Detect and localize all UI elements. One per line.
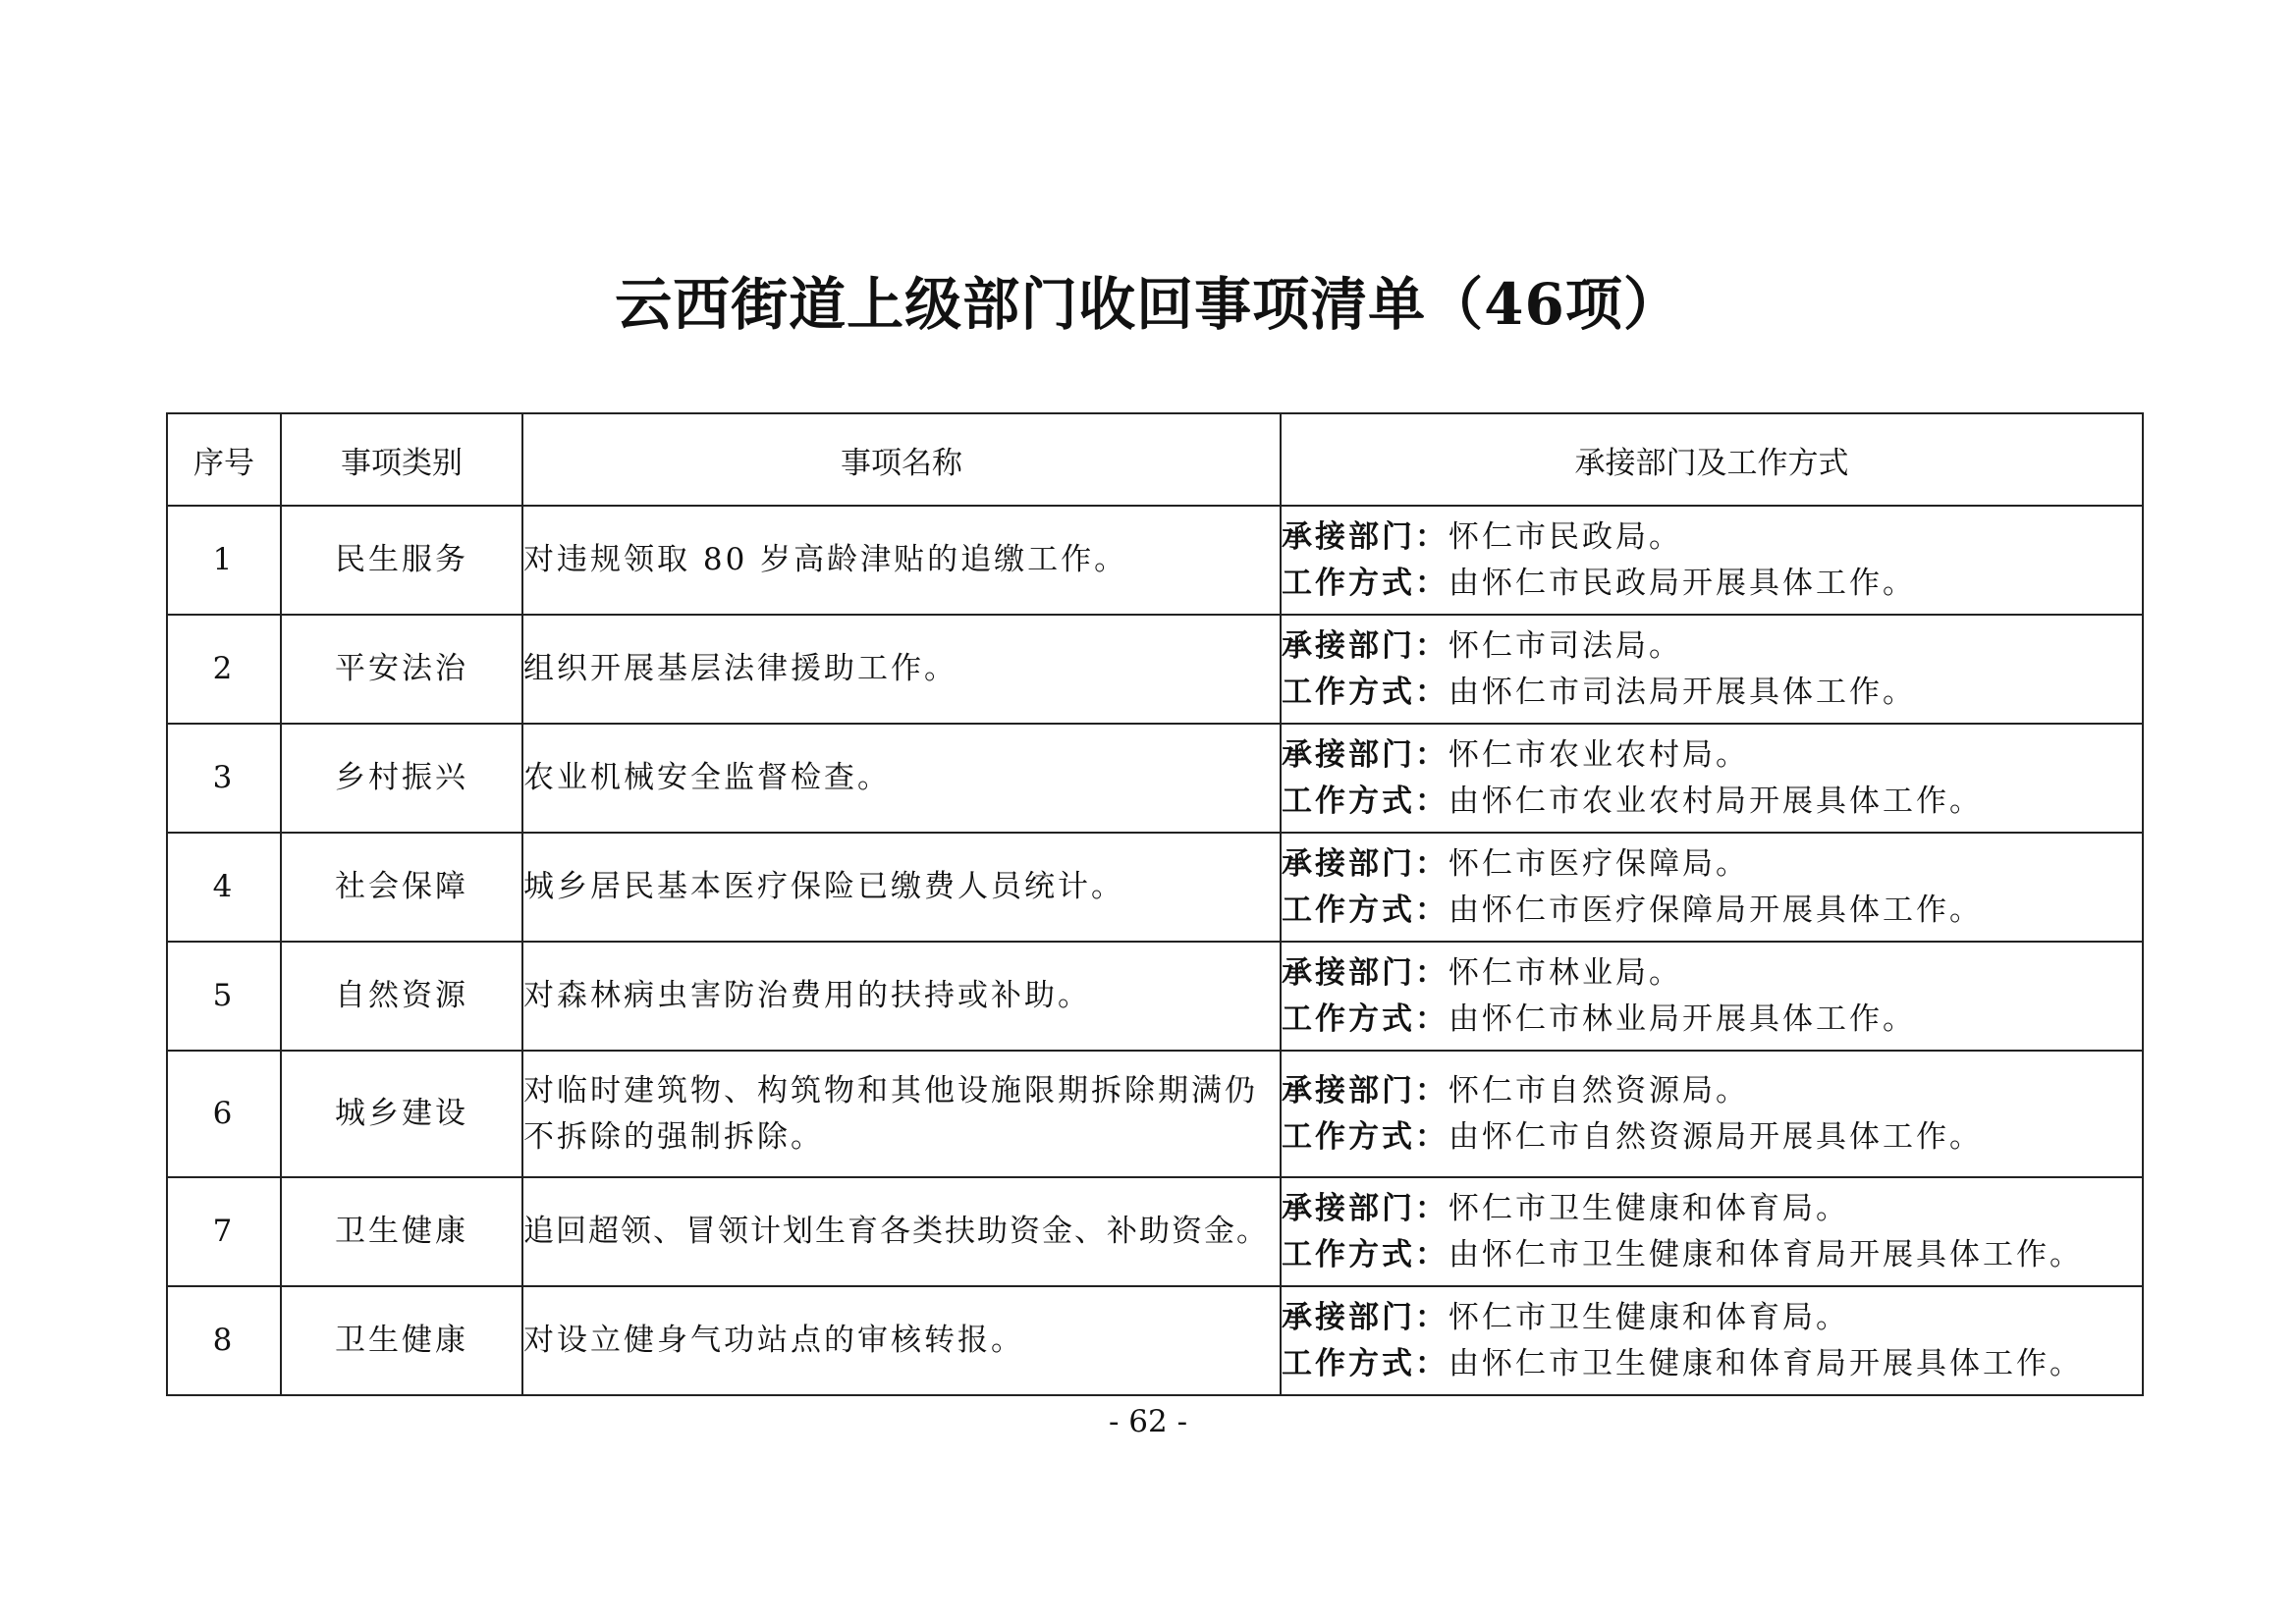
row-name: 对设立健身气功站点的审核转报。 xyxy=(522,1286,1281,1395)
dept-line xyxy=(1282,732,2142,779)
row-no: 6 xyxy=(167,1051,281,1177)
dept-value: 怀仁市自然资源局。 xyxy=(1449,1072,1749,1109)
dept-value: 怀仁市林业局。 xyxy=(1449,954,1682,991)
dept-line xyxy=(1282,1295,2142,1341)
header-category: 事项类别 xyxy=(281,413,522,506)
dept-label: 承接部门： xyxy=(1282,845,1449,882)
dept-value: 怀仁市民政局。 xyxy=(1449,518,1682,555)
method-label: 工作方式： xyxy=(1282,892,1449,928)
row-category: 乡村振兴 xyxy=(281,724,522,833)
method-value: 由怀仁市司法局开展具体工作。 xyxy=(1449,674,1916,710)
dept-label: 承接部门： xyxy=(1282,518,1449,555)
method-label: 工作方式： xyxy=(1282,1345,1449,1381)
row-category: 民生服务 xyxy=(281,506,522,615)
dept-line xyxy=(1282,1068,2142,1114)
dept-label: 承接部门： xyxy=(1282,627,1449,664)
row-name: 对森林病虫害防治费用的扶持或补助。 xyxy=(522,942,1281,1051)
header-no: 序号 xyxy=(167,413,281,506)
row-name: 对临时建筑物、构筑物和其他设施限期拆除期满仍不拆除的强制拆除。 xyxy=(522,1051,1281,1177)
row-dept-cell xyxy=(1281,1177,2143,1286)
row-dept-cell xyxy=(1281,615,2143,724)
method-label: 工作方式： xyxy=(1282,565,1449,601)
row-category: 自然资源 xyxy=(281,942,522,1051)
method-value: 由怀仁市林业局开展具体工作。 xyxy=(1449,1001,1916,1037)
row-no: 2 xyxy=(167,615,281,724)
method-line xyxy=(1282,997,2142,1043)
method-line xyxy=(1282,779,2142,825)
row-no: 3 xyxy=(167,724,281,833)
dept-line xyxy=(1282,841,2142,888)
dept-line xyxy=(1282,514,2142,561)
dept-label: 承接部门： xyxy=(1282,1299,1449,1335)
row-name: 农业机械安全监督检查。 xyxy=(522,724,1281,833)
row-name: 城乡居民基本医疗保险已缴费人员统计。 xyxy=(522,833,1281,942)
items-table xyxy=(166,412,2144,1396)
row-name: 追回超领、冒领计划生育各类扶助资金、补助资金。 xyxy=(522,1177,1281,1286)
row-no: 4 xyxy=(167,833,281,942)
dept-line xyxy=(1282,623,2142,670)
header-dept: 承接部门及工作方式 xyxy=(1281,413,2143,506)
row-name: 对违规领取 80 岁高龄津贴的追缴工作。 xyxy=(522,506,1281,615)
page-number: - 62 - xyxy=(1108,1404,1188,1439)
dept-value: 怀仁市卫生健康和体育局。 xyxy=(1449,1190,1849,1226)
table-row xyxy=(167,942,2143,1051)
dept-label: 承接部门： xyxy=(1282,736,1449,773)
row-dept-cell xyxy=(1281,1286,2143,1395)
method-label: 工作方式： xyxy=(1282,783,1449,819)
method-line xyxy=(1282,561,2142,607)
row-dept-cell xyxy=(1281,1051,2143,1177)
method-line xyxy=(1282,888,2142,934)
method-value: 由怀仁市卫生健康和体育局开展具体工作。 xyxy=(1449,1236,2083,1272)
dept-value: 怀仁市卫生健康和体育局。 xyxy=(1449,1299,1849,1335)
method-label: 工作方式： xyxy=(1282,674,1449,710)
row-dept-cell xyxy=(1281,833,2143,942)
row-dept-cell xyxy=(1281,506,2143,615)
table-row xyxy=(167,1177,2143,1286)
method-value: 由怀仁市卫生健康和体育局开展具体工作。 xyxy=(1449,1345,2083,1381)
method-value: 由怀仁市自然资源局开展具体工作。 xyxy=(1449,1118,1983,1155)
table-row xyxy=(167,506,2143,615)
table-header-row xyxy=(167,413,2143,506)
row-no: 5 xyxy=(167,942,281,1051)
method-value: 由怀仁市医疗保障局开展具体工作。 xyxy=(1449,892,1983,928)
table-row xyxy=(167,1051,2143,1177)
dept-label: 承接部门： xyxy=(1282,1190,1449,1226)
row-name: 组织开展基层法律援助工作。 xyxy=(522,615,1281,724)
row-no: 7 xyxy=(167,1177,281,1286)
row-no: 1 xyxy=(167,506,281,615)
method-value: 由怀仁市民政局开展具体工作。 xyxy=(1449,565,1916,601)
table-row xyxy=(167,1286,2143,1395)
header-name: 事项名称 xyxy=(522,413,1281,506)
method-label: 工作方式： xyxy=(1282,1118,1449,1155)
row-dept-cell xyxy=(1281,942,2143,1051)
row-dept-cell xyxy=(1281,724,2143,833)
method-label: 工作方式： xyxy=(1282,1236,1449,1272)
dept-line xyxy=(1282,950,2142,997)
method-line xyxy=(1282,1341,2142,1387)
method-label: 工作方式： xyxy=(1282,1001,1449,1037)
method-line xyxy=(1282,1232,2142,1278)
row-no: 8 xyxy=(167,1286,281,1395)
dept-label: 承接部门： xyxy=(1282,954,1449,991)
dept-value: 怀仁市司法局。 xyxy=(1449,627,1682,664)
dept-label: 承接部门： xyxy=(1282,1072,1449,1109)
method-line xyxy=(1282,670,2142,716)
dept-value: 怀仁市农业农村局。 xyxy=(1449,736,1749,773)
row-category: 卫生健康 xyxy=(281,1177,522,1286)
table-row xyxy=(167,615,2143,724)
method-value: 由怀仁市农业农村局开展具体工作。 xyxy=(1449,783,1983,819)
row-category: 社会保障 xyxy=(281,833,522,942)
method-line xyxy=(1282,1114,2142,1161)
row-category: 城乡建设 xyxy=(281,1051,522,1177)
dept-value: 怀仁市医疗保障局。 xyxy=(1449,845,1749,882)
table-row xyxy=(167,724,2143,833)
row-category: 平安法治 xyxy=(281,615,522,724)
dept-line xyxy=(1282,1186,2142,1232)
document-title: 云西街道上级部门收回事项清单（46项） xyxy=(615,271,1681,338)
row-category: 卫生健康 xyxy=(281,1286,522,1395)
table-row xyxy=(167,833,2143,942)
